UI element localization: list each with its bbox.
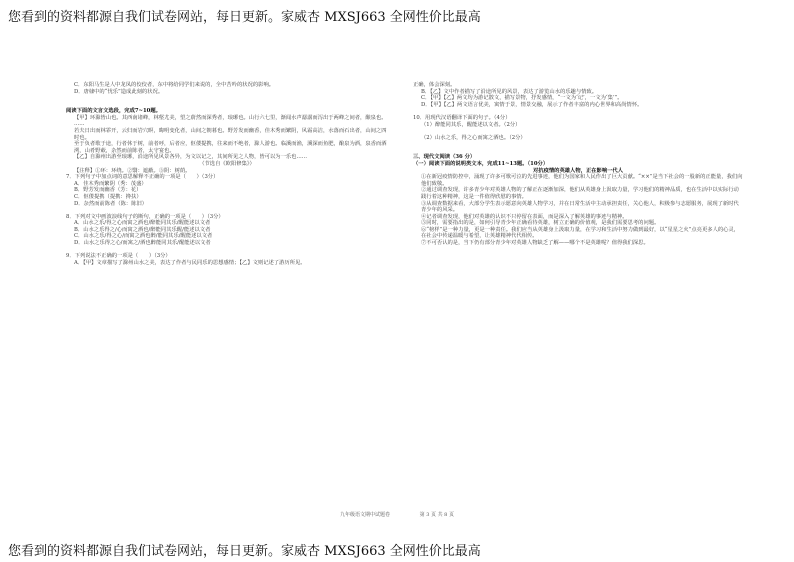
text-line: D．杂然而前陈者（陈：陈旧） [74, 200, 148, 207]
page-footer [0, 511, 794, 518]
text-line: ④记者调查发现，他们对英雄的认识不只停留在表面，而是深入了解英雄的事迹与精神。 [421, 213, 628, 220]
text-line: ⑤同时，需要指出的是，如何引导青少年正确看待英雄，树立正确的价值观，是我们需要思考的问题。 [421, 220, 660, 227]
text-line: 正确，体会深刻。 [413, 82, 456, 88]
text-line: 8．下列对文中画波浪线句子的断句，正确的一项是（ ）（3分） [66, 213, 224, 220]
text-line: ③从调查数据来看，大部分学生表示愿意向英雄人物学习，并在日常生活中主动承担责任，关心他人，积极参与志愿服务，展现了新时代青少年的风采。 [421, 200, 739, 214]
text-line: C．东阳马生是人中龙凤的佼佼者，东中将给同学们来说的，全中苦吟的状况的影响。 [74, 82, 275, 88]
text-line: B．野芳发而幽香（芳：花） [74, 187, 142, 194]
text-line: D．山水之乐得之心/而寓之/酒也醉能同其乐/醒能述以文者 [74, 240, 211, 247]
text-line: ②通过调查发现，许多青少年对英雄人物的了解正在逐渐加深，他们从英雄身上汲取力量，学习他们的精神品质，也在生活中以实际行动践行着这种精神，这是一件值得欣慰的事情。 [421, 187, 739, 200]
text-line: B．山水之乐得之/心而寓之酒也/醉能同其乐醒/能述以文者 [74, 226, 211, 233]
spacer [413, 141, 743, 154]
footer-title: 九年级语文期中试题卷 [340, 512, 391, 518]
text-line: 7．下列句子中加点词的意思解释不正确的一项是（ ）（3分） [66, 174, 219, 181]
text-line: A．山水之乐/得之心而寓之酒也/醉能同其乐/醒能述以文者 [74, 220, 211, 227]
text-line: 9．下列说法不正确的一项是（ ）（3分） [66, 253, 171, 260]
text-line: ①在新冠疫情防控中，涌现了许多可歌可泣的先进事迹，他们为国家和人民作出了巨大贡献。“××”是当下社会的一股新的正能量，我们向他们致敬。 [421, 174, 743, 187]
section-heading: （一）阅读下面的说明类文本，完成11~13题。（10分） [413, 160, 549, 167]
bottom-banner: 您看到的资料都源自我们试卷网站，每日更新。家威杏 MXSJ663 全网性价比最高 [8, 544, 481, 559]
spacer [413, 128, 743, 135]
text-line: C．【甲】【乙】两文均为游记散文，描写景物，抒发感情，“一文为‘记’，一文为‘集’”。 [421, 95, 623, 102]
text-line: …… [74, 121, 85, 128]
text-line: ⑥“榜样”是一种力量，更是一种责任。我们应当从英雄身上汲取力量，在学习和生活中努力做到最好，以“星星之火”点亮更多人的心灵，在社会中传递温暖与希望，让英雄精神代代相传。 [421, 226, 740, 240]
text-line: 至于负者歌于途，行者休于树，前者呼，后者应，伛偻提携，往来而不绝者，滁人游也。临溪而渔，溪深而鱼肥，酿泉为酒，泉香而酒洌，山肴野蔌，杂然而前陈者，太守宴也。 [74, 141, 387, 154]
spacer [66, 95, 388, 108]
text-line: 【乙】自滁州出游至琅琊，沿途所见风景各异，为文以记之，其间所见之人物，皆可以为一乐也…… [74, 154, 308, 161]
text-line: A．【甲】文章描写了滁州山水之美，表达了作者与民同乐的思想感情；【乙】文则记述了游历所见。 [74, 259, 306, 266]
text-line: B．【乙】文中作者描写了沿途所见的风景，表达了游览山水的乐趣与情致。 [421, 88, 598, 95]
text-line: D．唐棣中的“忧乐”造成此刻的状况。 [74, 88, 164, 95]
text-line: C．伛偻提携（提携：搀扶） [74, 193, 142, 200]
left-column [66, 82, 388, 266]
text-line: D．【甲】【乙】两文语言优美，寓情于景，情景交融，展示了作者丰富的内心世界和高尚情怀。 [421, 101, 643, 108]
text-line: （1）醉能同其乐，醒能述以文者。（2分） [421, 121, 521, 128]
section-heading: 阅读下面的文言文选段，完成7~10题。 [66, 108, 161, 115]
text-line: C．山水之乐/得之心/而寓之酒也醉/能同其乐/醒能述以文者 [74, 233, 213, 240]
text-line: ⑦不可否认的是，当下仍有部分青少年对英雄人物缺乏了解——哪个不是英雄呢？值得我们深思。 [421, 240, 649, 247]
right-column [413, 82, 743, 247]
section-heading: 三、现代文阅读（36 分） [413, 154, 476, 161]
text-line: A．佳木秀而繁阴（秀：茂盛） [74, 180, 147, 187]
text-line: 【甲】环滁皆山也。其西南诸峰，林壑尤美，望之蔚然而深秀者，琅琊也。山行六七里，渐闻水声潺潺而泻出于两峰之间者，酿泉也。 [74, 114, 387, 121]
text-line: 10．用现代汉语翻译下面的句子。（4分） [413, 114, 511, 121]
page-number: 第 3 页 共 8 页 [419, 512, 454, 518]
text-line: 若夫日出而林霏开，云归而岩穴暝，晦明变化者，山间之朝暮也。野芳发而幽香，佳木秀而繁阴，风霜高洁，水落而石出者，山间之四时也。 [74, 127, 387, 141]
text-line: 【注释】①环：环绕。②翳：遮蔽。③阴：树荫。 [74, 167, 191, 174]
spacer [413, 108, 743, 115]
spacer [66, 207, 388, 214]
text-line: （节选自《欧阳修集》） [199, 160, 255, 167]
text-line: （2）山水之乐，得之心而寓之酒也。（2分） [421, 134, 526, 141]
top-banner: 您看到的资料都源自我们试卷网站，每日更新。家威杏 MXSJ663 全网性价比最高 [8, 10, 481, 25]
section-heading: 对抗疫情的英雄人物，正在影响一代人 [532, 167, 624, 174]
